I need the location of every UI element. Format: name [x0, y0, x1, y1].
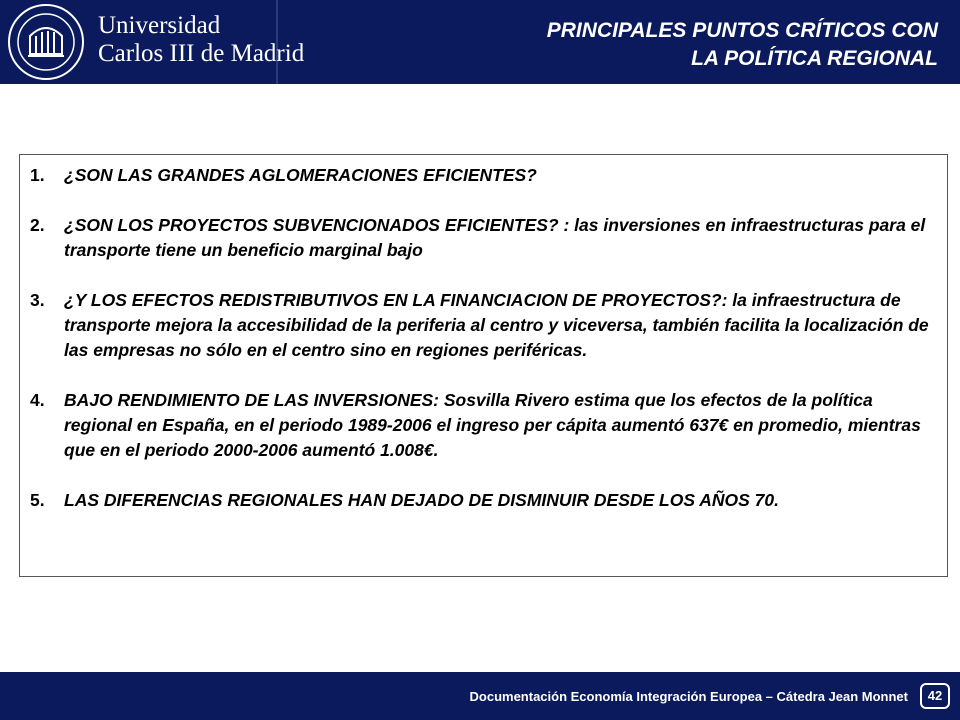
university-name — [98, 12, 304, 68]
list-item-number: 4. — [30, 390, 45, 410]
header-bar — [0, 0, 960, 84]
list-item — [20, 388, 933, 463]
list-item-text: ¿Y LOS EFECTOS REDISTRIBUTIVOS EN LA FINANCIACION DE PROYECTOS?: la infraestructura de transporte mejora la accesibilidad de la periferia al centro y viceversa, también facilita la localización de las empresas no sólo en el centro sino en regiones periféricas. — [64, 290, 929, 360]
list-item-number: 5. — [30, 490, 45, 510]
list-item-text: BAJO RENDIMIENTO DE LAS INVERSIONES: Sosvilla Rivero estima que los efectos de la política regional en España, en el periodo 1989-2006 el ingreso per cápita aumentó 637€ en promedio, mientras que en el periodo 2000-2006 aumentó 1.008€. — [64, 390, 921, 460]
list-item-number: 3. — [30, 290, 45, 310]
footer-caption: Documentación Economía Integración Europea – Cátedra Jean Monnet — [469, 689, 908, 704]
content-box — [19, 154, 948, 577]
slide-title-line2: LA POLÍTICA REGIONAL — [691, 47, 938, 70]
critical-points-list — [20, 155, 947, 513]
university-name-line1: Universidad — [98, 12, 221, 39]
slide-title-line1: PRINCIPALES PUNTOS CRÍTICOS CON — [546, 19, 938, 42]
list-item — [20, 213, 933, 263]
list-item-text: LAS DIFERENCIAS REGIONALES HAN DEJADO DE DISMINUIR DESDE LOS AÑOS 70. — [64, 490, 779, 510]
list-item — [20, 488, 933, 513]
list-item-text: ¿SON LAS GRANDES AGLOMERACIONES EFICIENTES? — [64, 165, 537, 185]
university-seal-icon — [6, 2, 86, 82]
university-logo — [0, 0, 305, 84]
list-item — [20, 163, 933, 188]
list-item-text: ¿SON LOS PROYECTOS SUBVENCIONADOS EFICIENTES? : las inversiones en infraestructuras para el transporte tiene un beneficio marginal bajo — [64, 215, 926, 260]
slide-title — [547, 17, 938, 73]
list-item — [20, 288, 933, 363]
list-item-number: 2. — [30, 215, 45, 235]
footer-bar — [0, 672, 960, 720]
university-name-line2: Carlos III de Madrid — [98, 40, 305, 67]
list-item-number: 1. — [30, 165, 45, 185]
page-number-badge: 42 — [920, 683, 950, 709]
